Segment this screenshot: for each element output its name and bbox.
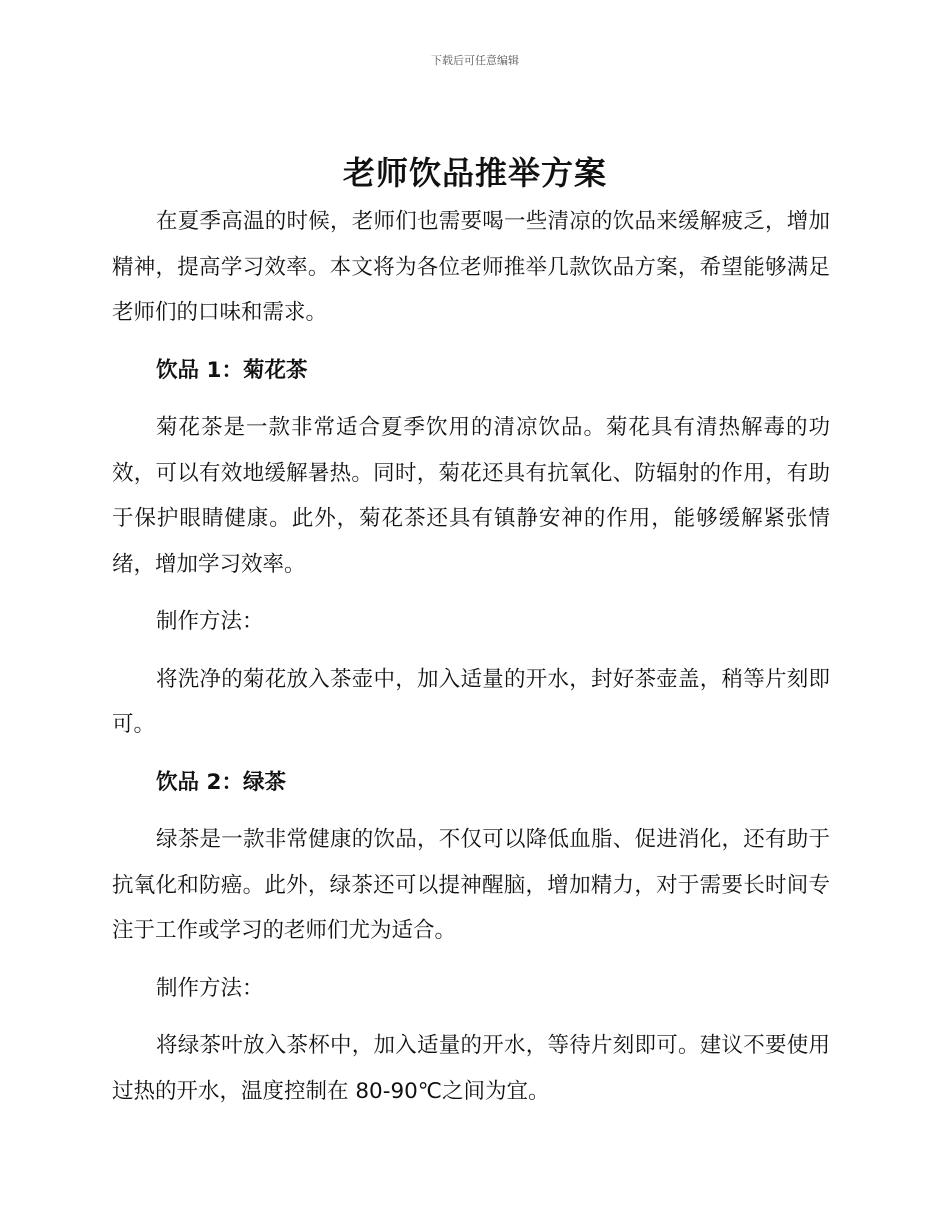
drink-2-description: 绿茶是一款非常健康的饮品，不仅可以降低血脂、促进消化，还有助于抗氧化和防癌。此外，绿茶还可以提神醒脑，增加精力，对于需要长时间专注于工作或学习的老师们尤为适合。 [112,827,830,943]
drink-1-method-label: 制作方法： [156,609,264,634]
drink-2-heading: 饮品 2：绿茶 [156,769,286,795]
drink-1-heading: 饮品 1：菊花茶 [156,357,308,383]
drink-2-method: 将绿茶叶放入茶杯中，加入适量的开水，等待片刻即可。建议不要使用过热的开水，温度控制在 80-90℃之间为宜。 [112,1033,830,1104]
header-note: 下载后可任意编辑 [431,54,519,67]
document-body [112,199,830,1114]
drink-2-method-label: 制作方法： [156,975,264,1001]
document-title: 老师饮品推举方案 [342,154,607,192]
drink-1-description: 菊花茶是一款非常适合夏季饮用的清凉饮品。菊花具有清热解毒的功效，可以有效地缓解暑热。同时，菊花还具有抗氧化、防辐射的作用，有助于保护眼睛健康。此外，菊花茶还具有镇静安神的作用，能够缓解紧张情绪，增加学习效率。 [112,415,830,577]
intro-paragraph: 在夏季高温的时候，老师们也需要喝一些清凉的饮品来缓解疲乏，增加精神，提高学习效率。本文将为各位老师推举几款饮品方案，希望能够满足老师们的口味和需求。 [112,209,830,325]
drink-1-method: 将洗净的菊花放入茶壶中，加入适量的开水，封好茶壶盖，稍等片刻即可。 [112,666,830,737]
